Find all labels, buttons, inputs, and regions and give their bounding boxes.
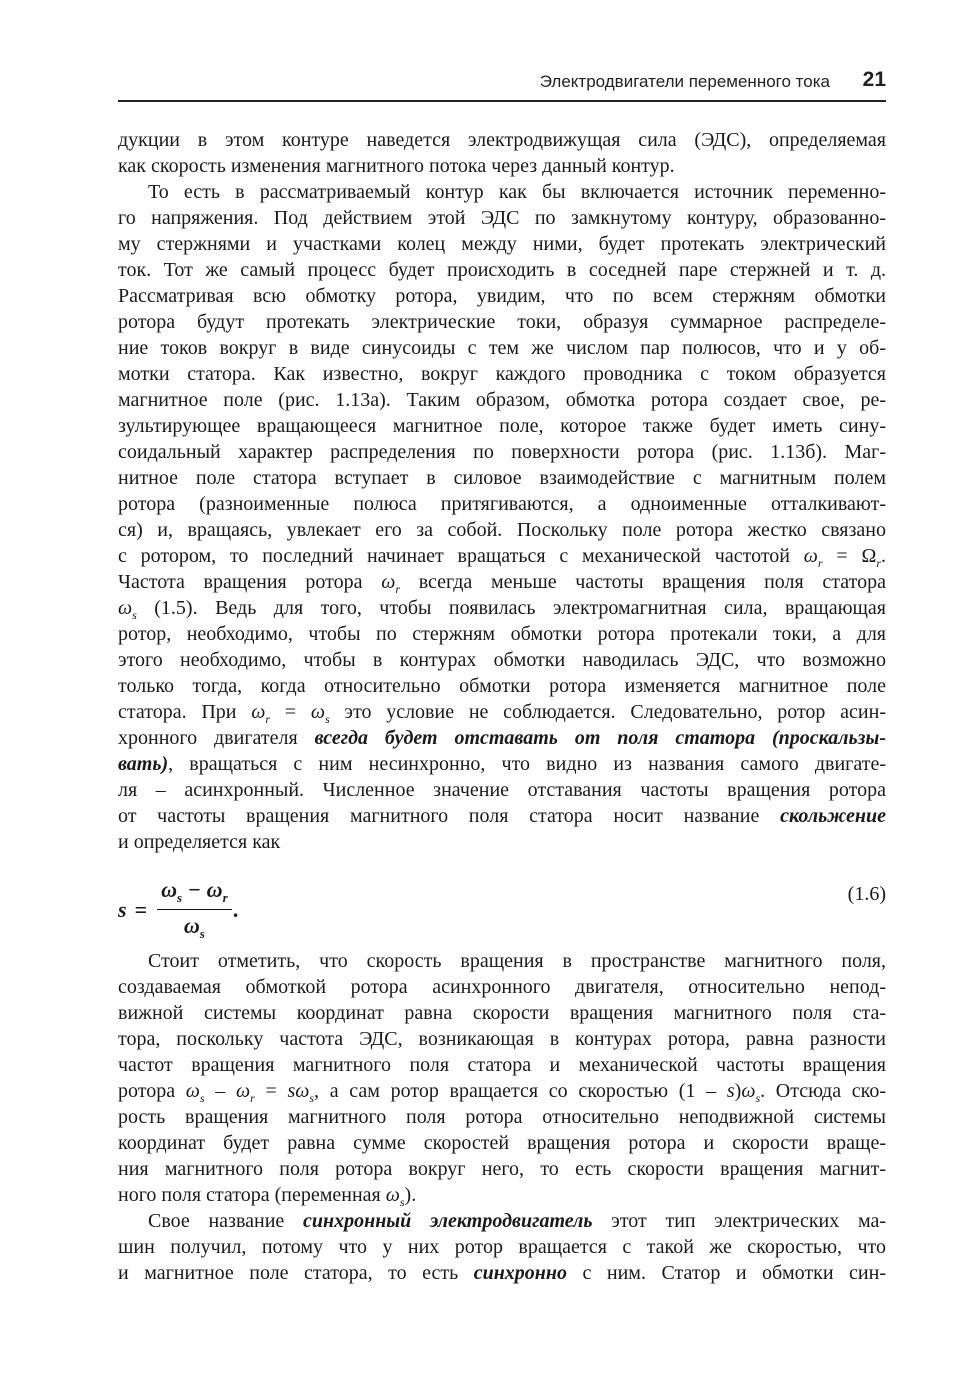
text-line [118, 1000, 886, 1026]
text-run: магнитное поле (рис. 1.13а). Таким образом, обмотка ротора создает свое, ре- [118, 389, 886, 411]
text-run: , вращаться с ним несинхронно, что видно из названия самого двигате- [168, 753, 886, 775]
formula-fraction [157, 877, 232, 942]
text-run: вижной системы координат равна скорости вращения магнитного поля ста- [118, 1002, 886, 1024]
math-symbol: s [132, 608, 137, 622]
text-line [118, 205, 886, 231]
text-line [118, 1156, 886, 1182]
text-run: ся) и, вращаясь, увлекает его за собой. Поскольку поле ротора жестко связано [118, 519, 886, 541]
text-run: с ним. Статор и обмотки син- [567, 1262, 887, 1284]
math-symbol: r [395, 582, 400, 596]
math-symbol: s [199, 1091, 205, 1105]
emphasized-term: вать) [118, 753, 169, 775]
formula-numerator [157, 877, 232, 910]
emphasized-term: всегда будет отставать от поля статора (проскальзы- [314, 727, 886, 749]
math-symbol: ω [310, 701, 325, 723]
math-symbol: ω [385, 1184, 400, 1206]
math-symbol: ω [803, 545, 818, 567]
text-line [118, 1234, 886, 1260]
text-run: от частоты вращения магнитного поля статора носит название [118, 805, 781, 827]
text-line [118, 621, 886, 647]
text-run: ния магнитного поля ротора вокруг него, то есть скорости вращения магнит- [118, 1158, 886, 1180]
text-run: тора, поскольку частота ЭДС, возникающая в контурах ротора, равна разности [118, 1028, 886, 1050]
math-symbol: ω [118, 597, 133, 619]
text-line [118, 725, 886, 751]
text-line [118, 1078, 886, 1104]
text-run: и магнитное поле статора, то есть [118, 1262, 474, 1284]
omega: ω [161, 877, 178, 902]
emphasized-term: синхронно [473, 1262, 568, 1284]
text-run: . [881, 545, 886, 567]
math-symbol: ω [235, 1080, 251, 1102]
text-run: ток. Тот же самый процесс будет происходить в соседней паре стержней и т. д. [118, 259, 886, 281]
subscript: s [199, 926, 205, 941]
text-run: рость вращения магнитного поля ротора относительно неподвижной системы [118, 1106, 886, 1128]
formula-denominator [184, 910, 205, 942]
text-line [118, 829, 886, 855]
text-run: = [270, 701, 311, 723]
math-symbol: r [876, 556, 881, 570]
text-line [118, 387, 886, 413]
text-run: мотки статора. Как известно, вокруг каждого проводника с током образуется [118, 363, 886, 385]
header-title: Электродвигатели переменного тока [539, 72, 830, 91]
math-symbol: sω [287, 1080, 310, 1102]
text-run: частот вращения магнитного поля статора и механической частоты вращения [118, 1054, 886, 1076]
math-symbol: s [726, 1080, 735, 1102]
text-run: = [254, 1080, 288, 1102]
math-symbol: s [755, 1091, 761, 1105]
page-body [118, 127, 886, 1286]
text-run: шин получил, потому что у них ротор вращается с такой же скоростью, что [118, 1236, 886, 1258]
text-line [118, 439, 886, 465]
text-run: ротора [118, 1080, 186, 1102]
text-line [118, 491, 886, 517]
text-line [118, 1104, 886, 1130]
text-line [118, 647, 886, 673]
text-run: этот тип электрических ма- [592, 1210, 887, 1232]
text-run: Стоит отметить, что скорость вращения в пространстве магнитного поля, [148, 950, 886, 972]
text-run: Свое название [148, 1210, 303, 1232]
text-line [118, 1052, 886, 1078]
text-line [118, 361, 886, 387]
text-run: с ротором, то последний начинает вращаться с механической частотой [118, 545, 804, 567]
text-line [118, 777, 886, 803]
text-line [118, 751, 886, 777]
text-line [118, 413, 886, 439]
text-line [118, 1026, 886, 1052]
subscript: s [177, 890, 183, 905]
text-run: ля – асинхронный. Численное значение отставания частоты вращения ротора [118, 779, 886, 801]
text-line [118, 517, 886, 543]
minus: − [188, 877, 201, 902]
text-run: нитное поле статора вступает в силовое взаимодействие с магнитным полем [118, 467, 886, 489]
text-line [118, 335, 886, 361]
math-symbol: ω [185, 1080, 200, 1102]
formula-equals: = [134, 896, 148, 922]
text-line [118, 231, 886, 257]
text-run: ). [404, 1184, 417, 1206]
text-line [118, 543, 886, 569]
text-line [118, 1260, 886, 1286]
text-run: го напряжения. Под действием этой ЭДС по замкнутому контуру, образованно- [118, 207, 886, 229]
text-line [118, 1130, 886, 1156]
text-run: всегда меньше частоты вращения поля статора [400, 571, 886, 593]
math-symbol: r [817, 556, 823, 570]
text-line [118, 283, 886, 309]
text-run: ние токов вокруг в виде синусоиды с тем же числом пар полюсов, что и у об- [118, 337, 886, 359]
text-run: координат будет равна сумме скоростей вращения ротора и скорости враще- [118, 1132, 886, 1154]
text-line [118, 803, 886, 829]
math-symbol: s [399, 1195, 405, 1209]
math-symbol: s [309, 1091, 315, 1105]
text-run: ротора будут протекать электрические токи, образуя суммарное распределе- [118, 311, 886, 333]
text-line [118, 595, 886, 621]
math-symbol: ω [251, 701, 266, 723]
text-line [118, 1208, 886, 1234]
math-symbol: ω [381, 571, 396, 593]
emphasized-term: синхронный электродвигатель [302, 1210, 593, 1232]
text-run: ротор, необходимо, чтобы по стержням обмотки ротора протекали токи, а для [118, 623, 886, 645]
text-line [118, 569, 886, 595]
text-run: хронного двигателя [118, 727, 315, 749]
text-line [118, 1182, 886, 1208]
text-run: Частота вращения ротора [118, 571, 382, 593]
text-run: Рассматривая всю обмотку ротора, увидим, что по всем стержням обмотки [118, 285, 886, 307]
text-run: му стержнями и участками колец между ними, будет протекать электрический [118, 233, 886, 255]
subscript: r [222, 890, 228, 905]
text-run: статора. При [118, 701, 252, 723]
text-run: это условие не соблюдается. Следовательно, ротор асин- [329, 701, 886, 723]
text-run: . Отсюда ско- [760, 1080, 887, 1102]
math-symbol: r [250, 1091, 255, 1105]
text-run: зультирующее вращающееся магнитное поле, которое также будет иметь сину- [118, 415, 886, 437]
text-line [118, 257, 886, 283]
text-line [118, 127, 886, 153]
text-line [118, 699, 886, 725]
equation-number: (1.6) [847, 883, 886, 905]
page-number: 21 [862, 68, 886, 91]
math-symbol: r [265, 712, 271, 726]
text-run: создаваемая обмоткой ротора асинхронного двигателя, относительно непод- [118, 976, 886, 998]
math-symbol: ω [741, 1080, 756, 1102]
running-header [118, 66, 886, 98]
text-line [118, 179, 886, 205]
text-run: дукции в этом контуре наведется электродвижущая сила (ЭДС), определяемая [118, 129, 886, 151]
text-run: соидальный характер распределения по поверхности ротора (рис. 1.13б). Маг- [118, 441, 886, 463]
formula-period: . [233, 896, 240, 922]
text-run: , а сам ротор вращается со скоростью (1 – [314, 1080, 727, 1102]
text-run: ) [734, 1080, 742, 1102]
text-line [118, 948, 886, 974]
text-line [118, 465, 886, 491]
omega: ω [206, 877, 223, 902]
text-run: этого необходимо, чтобы в контурах обмотки наводилась ЭДС, что возможно [118, 649, 886, 671]
text-run: = Ω [822, 545, 877, 567]
text-run: (1.5). Ведь для того, чтобы появилась электромагнитная сила, вращающая [136, 597, 886, 619]
slip-formula [118, 877, 239, 942]
text-run: ного поля статора (переменная [118, 1184, 386, 1206]
text-line [118, 673, 886, 699]
emphasized-term: скольжение [780, 805, 886, 827]
omega: ω [183, 913, 200, 938]
text-line [118, 974, 886, 1000]
text-line [118, 309, 886, 335]
text-run: То есть в рассматриваемый контур как бы включается источник переменно- [148, 181, 886, 203]
math-symbol: s [324, 712, 330, 726]
header-rule [118, 100, 886, 102]
text-run: как скорость изменения магнитного потока через данный контур. [118, 155, 675, 177]
text-run: только тогда, когда относительно обмотки ротора изменяется магнитное поле [118, 675, 886, 697]
text-run: и определяется как [118, 831, 281, 853]
text-line [118, 153, 886, 179]
formula-lhs: s [118, 896, 127, 922]
text-run: – [204, 1080, 236, 1102]
equation-1-6 [118, 855, 886, 948]
text-run: ротора (разноименные полюса притягиваются, а одноименные отталкивают- [118, 493, 886, 515]
